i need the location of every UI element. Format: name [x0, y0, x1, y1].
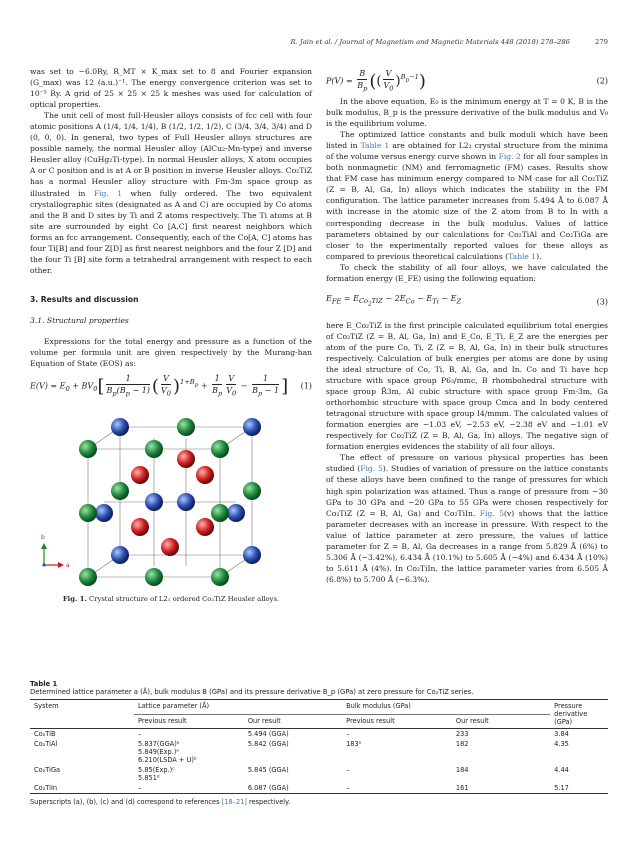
- table-cell-prev: –: [138, 784, 142, 792]
- table-row: [30, 783, 608, 794]
- table-cell-our: 5.842 (GGA): [247, 740, 289, 748]
- table-cell-sys: Co₂TiB: [34, 730, 56, 738]
- ti-atom: [131, 466, 149, 484]
- crystal-figure: [30, 407, 312, 592]
- col-lattice: Lattice parameter (Å): [134, 700, 342, 715]
- z-atom: [111, 418, 129, 436]
- text-span: The effect of pressure on various physical properties has been studied (: [326, 453, 608, 474]
- references-link[interactable]: [18–21]: [221, 798, 247, 806]
- co-atom: [177, 418, 195, 436]
- table-cell-bour: 184: [455, 766, 469, 774]
- equation-2-number: (2): [596, 76, 608, 86]
- table-cell-bour: 161: [455, 784, 469, 792]
- table-cell-pd: 4.35: [554, 740, 569, 748]
- table-cell-our: 5.494 (GGA): [247, 730, 289, 738]
- co-atom: [243, 482, 261, 500]
- figure-caption: [30, 594, 312, 605]
- equation-2: [326, 66, 608, 96]
- z-atom: [111, 546, 129, 564]
- crystal-structure-image: [30, 407, 312, 592]
- table-cell-bprev: –: [346, 730, 350, 738]
- paragraph-intro-2: [30, 110, 312, 276]
- table-cell-bprev: –: [346, 784, 350, 792]
- equation-3-number: (3): [596, 297, 608, 307]
- table-cell-bprev: 183ᵃ: [346, 740, 362, 748]
- paragraph-formation-energies: here E_Co₂TiZ is the first principle calculated equilibrium total energies of Co₂TiZ (Z = B, Al, Ga, In) and E_Co, E_Ti, E_Z are the energies per atom of the pure Co, Ti, Z (Z = B, Al, Ga, In) in their bulk structures respectively. Calculation of bulk energies per atoms are done by using the ideal structure of Co, Ti, B, Al, Ga, and In. Co and Ti have hcp structure with space group P6₃/mmc, B rhombohedral structure with space group R̄3m, Al cubic structure with space group Fm-3m, Ga orthorhombic structure with space group Cmca and In body centered tetragonal structure with space group I4/mmm. The calculated values of formation energies are −1.03 eV, −2.53 eV, −2.38 eV and −1.01 eV respectively for Co₂TiZ (Z = B, Al, Ga, In) alloys. The negative sign of formation energies evidences the stability of all four alloys.: [326, 320, 608, 452]
- text-span: ).: [536, 251, 542, 261]
- table-body: [30, 729, 608, 794]
- col-our: Our result: [247, 716, 281, 725]
- z-atom: [177, 493, 195, 511]
- table-cell-prev: 5.837(GGA)ᵃ 5.849(Exp.)ᵃ 6.210(LSDA + U)ᵇ: [138, 740, 197, 764]
- co-atom: [79, 504, 97, 522]
- z-atom: [227, 504, 245, 522]
- fig5-link-2[interactable]: Fig. 5: [479, 508, 505, 518]
- paragraph-intro-1: was set to −6.0Ry, R_MT × K_max set to 8 and Fourier expansion (G_max) was 12 (a.u.)⁻¹. The energy convergence criterion was set to 10⁻⁵ Ry. A grid of 25 × 25 × 25 k meshes was used for calculation of optical properties.: [30, 67, 312, 110]
- caption-label: Fig. 1.: [62, 595, 87, 604]
- co-atom: [145, 568, 163, 586]
- z-atom: [145, 493, 163, 511]
- table-cell-pd: 4.44: [554, 766, 569, 774]
- co-atom: [211, 440, 229, 458]
- col-prev: Previous result: [138, 716, 187, 725]
- journal-reference: R. Jain et al. / Journal of Magnetism and Magnetic Materials 448 (2018) 278–286: [290, 38, 570, 46]
- left-column: [30, 66, 312, 605]
- table-cell-sys: Co₂TiGa: [34, 766, 61, 774]
- table-footnote: [30, 798, 608, 806]
- text-span: respectively.: [246, 798, 291, 806]
- text-span: when fully ordered. The two equivalent crystallographic sites (designated as A and C) are occupied by Co atoms and the B and D sites by Ti and Z atoms respectively. The Ti atoms at B site are surrounded by eight Co [A,C] first nearest neighbors which forms an fcc arrangement. Consequently, each of the Co[A, C] atoms has four Ti[B] and four Z[D] as first nearest neighbors and the four Z [D] and the four Ti [B] site form a tetrahedral arrangement with respect to each other.: [30, 188, 312, 275]
- ti-atom: [177, 450, 195, 468]
- right-column: [326, 66, 608, 585]
- table-cell-sys: Co₂TiAl: [34, 740, 58, 748]
- col-system: System: [34, 702, 59, 710]
- ti-atom: [196, 466, 214, 484]
- text-span: are obtained for L2₁ crystal structure from the minima of the volume versus energy curve shown in: [326, 141, 609, 162]
- co-atom: [111, 482, 129, 500]
- text-span: The optimized lattice constants and bulk moduli which have been listed in: [326, 130, 608, 151]
- page-number: 279: [595, 38, 608, 46]
- table-subtitle: Determined lattice parameter a (Å), bulk modulus B (GPa) and its pressure derivative B_p (GPa) at zero pressure for Co₂TiZ series.: [30, 688, 474, 696]
- table-row: [30, 739, 608, 765]
- col-pressure: Pressure derivative (GPa): [554, 702, 588, 726]
- co-atom: [145, 440, 163, 458]
- equation-2-body: P(V) = $\frac{B}{B_p}$ (( $\frac{V}{V_0}$ )$^{B_p-1}$): [326, 68, 426, 93]
- axis-b-label: b: [41, 534, 45, 542]
- equation-1-body: $E(V) = E_0 + BV_0$[ $\frac{1}{B_p(B_p - 1)}$ ( $\frac{V}{V_0}$ )$^{1+B_p}$ + $\frac{1}{B_p}$ $\frac{V}{V_0}$ − $\frac{1}{B_p - 1}$ ]: [30, 373, 289, 398]
- ti-atom: [196, 518, 214, 536]
- equation-1: [30, 369, 312, 403]
- ti-atom: [161, 538, 179, 556]
- fig2-link[interactable]: Fig. 2: [498, 152, 521, 162]
- table-cell-pd: 5.17: [554, 784, 569, 792]
- co-atom: [79, 568, 97, 586]
- text-span: ). Studies of variation of pressure on the lattice constants of these alloys have been confined to the range of pressures for which high spin polarization was attained. Thus a range of pressure from −30 GPa to 30 GPa and −20 GPa to 55 GPa were chosen respectively for Co₂TiZ (Z = B, Al, Ga) and Co₂TiIn.: [326, 464, 608, 518]
- fig5-link[interactable]: Fig. 5: [360, 464, 383, 474]
- table-cell-sys: Co₂TiIn: [34, 784, 58, 792]
- table-cell-bprev: –: [346, 766, 350, 774]
- table1-link[interactable]: Table 1: [360, 141, 390, 151]
- paragraph-formation: To check the stability of all four alloys, we have calculated the formation energy (E_FE) using the following equation:: [326, 262, 608, 283]
- section-heading: 3. Results and discussion: [30, 294, 139, 304]
- table-cell-our: 5.845 (GGA): [247, 766, 289, 774]
- table1-link-2[interactable]: Table 1: [508, 251, 537, 261]
- table-cell-prev: –: [138, 730, 142, 738]
- col-bulk: Bulk modulus (GPa): [342, 700, 550, 715]
- text-span: The unit cell of most full-Heusler alloys consists of fcc cell with four atomic positions A (1/4, 1/4, 1/4), B (1/2, 1/2, 1/2), C (3/4, 3/4, 3/4) and D (0, 0, 0). In general, two types of Full Heusler alloys structures are possible namely, the normal Heusler alloy (AlCu₂-Mn-type) and inverse Heusler alloy (CuHg₂Ti-type). In normal Heusler alloys, X atom occupies A or C position and is at A or B position in inverse Heusler alloys. Co₂TiZ has a normal Heusler alloy structure with Fm-3m space group as illustrated in: [30, 111, 312, 198]
- paragraph-pressure: [326, 452, 608, 585]
- table-row: [30, 765, 608, 783]
- table-cell-bour: 233: [455, 730, 469, 738]
- equation-3: [326, 284, 608, 320]
- text-span: Superscripts (a), (b), (c) and (d) correspond to references: [30, 798, 222, 806]
- z-atom: [95, 504, 113, 522]
- z-atom: [243, 418, 261, 436]
- equation-1-number: (1): [300, 381, 312, 391]
- subsection-heading: 3.1. Structural properties: [30, 315, 129, 325]
- z-atom: [243, 546, 261, 564]
- fig1-link[interactable]: Fig. 1: [93, 188, 123, 198]
- axis-indicator: [41, 534, 70, 569]
- data-table: [30, 699, 608, 794]
- text-span: (v) shows that the lattice parameter decreases with an increase in pressure. With respect to the value of lattice parameter at zero pressure, the values of lattice parameter for Z = B, Al, Ga decreases in a range from 5.829 Å (6%) to 5.306 Å (−3.42%), 6.434 Å (10.1%) to 5.605 Å (−4%) and 6.434 Å (10%) to 5.611 Å (4%). In Co₂TiIn, the lattice parameter varies from 6.505 Å (6.8%) to 5.700 Å (−6.3%).: [326, 508, 609, 584]
- text-span: for all four samples in both nonmagnetic (NM) and ferromagnetic (FM) cases. Results show that FM case has minimum energy compared to NM case for all Co₂TiZ (Z = B, Al, Ga, In) alloys which indicates the stability in the FM configuration. The lattice parameter increases from 5.494 Å to 6.087 Å with increase in the atomic size of the Z atom from B to In with a corresponding decrease in the bulk modulus. Values of lattice parameters obtained by our calculations for Co₂TiAl and Co₂TiGa are closer to the experimentally reported values for these alloys as compared to previous theoretical calculations (: [326, 152, 608, 261]
- co-atom: [211, 568, 229, 586]
- col-our-2: Our result: [455, 716, 489, 725]
- paragraph-lattice: [326, 129, 608, 262]
- table-row: [30, 729, 608, 740]
- table-cell-prev: 5.85(Exp.)ᶜ 5.851ᵈ: [138, 766, 175, 782]
- equation-3-body: $E_{FE} = E_{Co_2TiZ} - 2E_{Co} - E_{Ti} - E_Z$: [326, 293, 462, 308]
- co-atom: [211, 504, 229, 522]
- ti-atom: [131, 518, 149, 536]
- co-atom: [79, 440, 97, 458]
- table-1: [30, 680, 608, 806]
- table-cell-our: 6.087 (GGA): [247, 784, 289, 792]
- paragraph-eq-explain: In the above equation, E₀ is the minimum energy at T = 0 K, B is the bulk modulus, B_p is the pressure derivative of the bulk modulus and V₀ is the equilibrium volume.: [326, 97, 608, 129]
- paragraph-structural: Expressions for the total energy and pressure as a function of the volume per formula unit are given respectively by the Murang-han Equation of State (EOS) as:: [30, 336, 312, 369]
- axis-a-label: a: [66, 562, 70, 570]
- table-title: Table 1: [30, 680, 58, 688]
- table-cell-bour: 182: [455, 740, 469, 748]
- col-prev-2: Previous result: [346, 716, 395, 725]
- table-cell-pd: 3.84: [554, 730, 569, 738]
- caption-text: Crystal structure of L2₁ ordered Co₂TiZ Heusler alloys.: [89, 595, 280, 604]
